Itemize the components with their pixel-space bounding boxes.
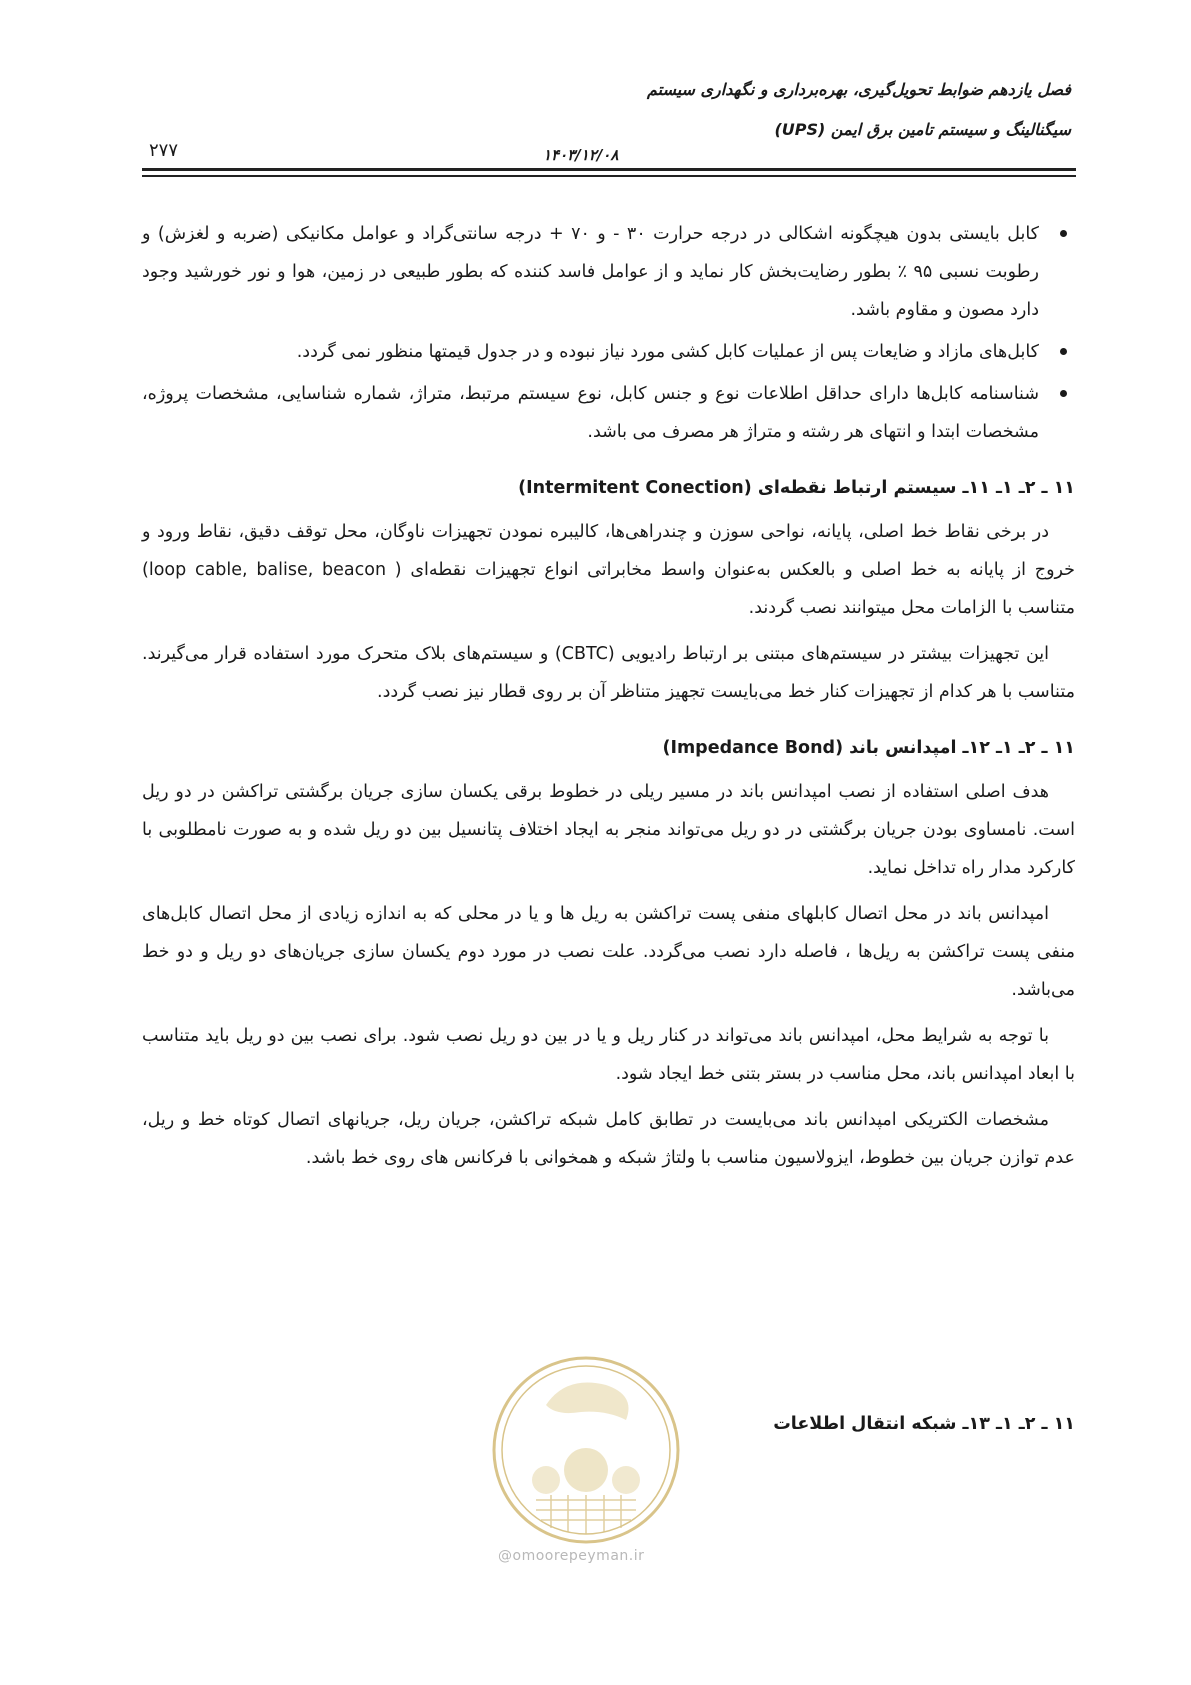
paragraph: در برخی نقاط خط اصلی، پایانه، نواحی سوزن و چندراهی‌ها، کالیبره نمودن تجهیزات ناوگان، محل توقف دقیق، نقاط ورود و خروج از پایانه به خط اصلی و بالعکس به‌عنوان واسط مخابراتی انواع تجهیزات نقطه‌ای ( loop cable, balise, beacon) متناسب با الزامات محل میتوانند نصب گردند. [142,522,1075,618]
header-date: ۱۴۰۳/۱۲/۰۸ [543,146,619,164]
watermark-at-icon: @ [498,1548,513,1564]
section-heading-impedance-bond: ۱۱ ـ ۲ـ ۱ـ ۱۲ـ امپدانس باند (Impedance Bond) [662,738,1075,758]
header-chapter-title: فصل یازدهم ضوابط تحویل‌گیری، بهره‌برداری و نگهداری سیستم [646,80,1071,99]
bullet-item: شناسنامه کابل‌ها دارای حداقل اطلاعات نوع و جنس کابل، نوع سیستم مرتبط، متراژ، شماره شناسایی، مشخصات پروژه، مشخصات ابتدا و انتهای هر رشته و متراژ هر مصرف می باشد. [142,375,1039,451]
watermark-logo-icon [486,1350,686,1550]
header-rule-thick [142,168,1076,171]
page-number: ۲۷۷ [149,140,179,161]
paragraph: هدف اصلی استفاده از نصب امپدانس باند در مسیر ریلی در خطوط برقی یکسان سازی جریان برگشتی تراکشن در دو ریل است. نامساوی بودن جریان برگشتی در دو ریل می‌تواند منجر به ایجاد اختلاف پتانسیل بین دو ریل شده و به صورت نامطلوبی با کارکرد مدار راه تداخل نماید. [142,782,1075,878]
paragraph: با توجه به شرایط محل، امپدانس باند می‌تواند در کنار ریل و یا در بین دو ریل نصب شود. برای نصب بین دو ریل باید متناسب با ابعاد امپدانس باند، محل مناسب در بستر بتنی خط ایجاد شود. [142,1026,1075,1084]
header-rule-thin [142,175,1076,177]
paragraph: امپدانس باند در محل اتصال کابلهای منفی پست تراکشن به ریل ها و یا در محلی که به اندازه زیادی از محل اتصال کابل‌های منفی پست تراکشن به ریل‌ها ، فاصله دارد نصب می‌گردد. علت نصب در مورد دوم یکسان سازی جریان‌های دو ریل و دو خط می‌باشد. [142,904,1075,1000]
page-body [142,215,1075,1185]
watermark-site: @omoorepeyman.ir [498,1548,645,1564]
bullet-item: کابل‌های مازاد و ضایعات پس از عملیات کابل کشی مورد نیاز نبوده و در جدول قیمتها منظور نمی گردد. [142,333,1039,371]
bullet-item: کابل بایستی بدون هیچگونه اشکالی در درجه حرارت ۳۰ - و ۷۰ + درجه سانتی‌گراد و عوامل مکانیکی (ضربه و لغزش) و رطوبت نسبی ۹۵ ٪ بطور رضایت‌بخش کار نماید و از عوامل فاسد کننده که بطور طبیعی در زمین، هوا و نور خورشید وجود دارد مصون و مقاوم باشد. [142,215,1039,329]
section-heading-intermittent-connection: ۱۱ ـ ۲ـ ۱ـ ۱۱ـ سیستم ارتباط نقطه‌ای (Intermitent Conection) [518,478,1075,498]
header-chapter-subtitle: سیگنالینگ و سیستم تامین برق ایمن (UPS) [774,120,1071,139]
bullet-list [142,215,1075,451]
paragraph: مشخصات الکتریکی امپدانس باند می‌بایست در تطابق کامل شبکه تراکشن، جریان ریل، جریانهای اتصال کوتاه خط و ریل، عدم توازن جریان بین خطوط، ایزولاسیون مناسب با ولتاژ شبکه و همخوانی با فرکانس های روی خط باشد. [142,1110,1075,1168]
section-heading-data-network: ۱۱ ـ ۲ـ ۱ـ ۱۳ـ شبکه انتقال اطلاعات [773,1414,1075,1434]
paragraph: این تجهیزات بیشتر در سیستم‌های مبتنی بر ارتباط رادیویی (CBTC) و سیستم‌های بلاک متحرک مورد استفاده قرار می‌گیرند. متناسب با هر کدام از تجهیزات کنار خط می‌بایست تجهیز متناظر آن بر روی قطار نیز نصب گردد. [142,644,1075,702]
